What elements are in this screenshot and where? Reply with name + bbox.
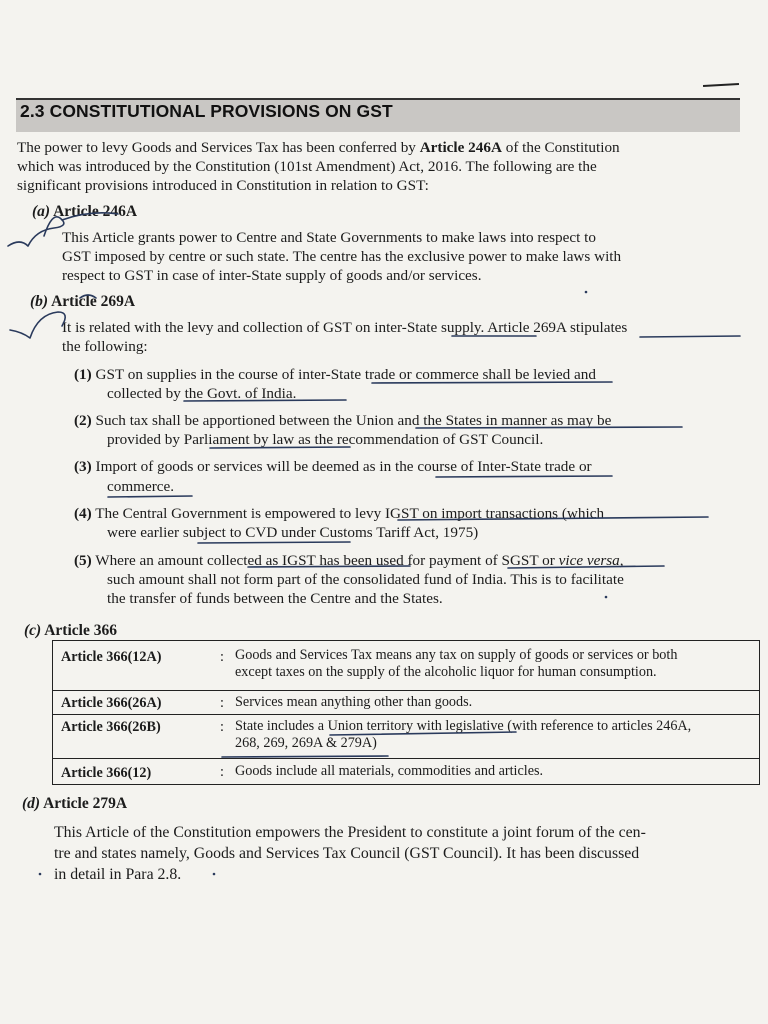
article-366-table (52, 640, 760, 785)
table-cell-article: Article 366(12A) (53, 641, 214, 691)
intro-line-2: which was introduced by the Constitution (101st Amendment) Act, 2016. The following are the (17, 158, 597, 175)
table-cell-colon: : (213, 715, 231, 759)
list-item-2-cont: provided by Parliament by law as the recommendation of GST Council. (107, 431, 544, 448)
article-d-line-1: This Article of the Constitution empowers the President to constitute a joint forum of the cen- (54, 824, 646, 841)
list-item-5 (74, 552, 624, 570)
article-b-line-2: the following: (62, 338, 148, 355)
list-item-number: (2) (74, 412, 92, 429)
intro-text: of the Constitution (501, 139, 620, 156)
list-item-text: Where an amount collected as IGST has been used for payment of SGST or (95, 552, 559, 569)
list-item-2 (74, 412, 611, 430)
underline (198, 542, 350, 543)
list-item-5-cont-2: the transfer of funds between the Centre and the States. (107, 590, 443, 607)
definition-line: 268, 269, 269A & 279A) (235, 735, 377, 751)
definition-line: Services mean anything other than goods. (235, 694, 473, 710)
underline (436, 476, 612, 477)
table-row (53, 759, 760, 785)
list-item-number: (3) (74, 458, 92, 475)
article-d-heading (22, 795, 127, 813)
intro-article-ref: Article 246A (419, 139, 502, 156)
table-cell-definition (231, 759, 760, 785)
table-cell-colon: : (213, 691, 231, 715)
pen-dot (585, 291, 588, 294)
article-c-label: (c) (24, 622, 42, 639)
underline (640, 336, 740, 337)
article-a-title: Article 246A (53, 203, 138, 220)
list-item-1-cont: collected by the Govt. of India. (107, 385, 297, 402)
table-cell-colon: : (213, 641, 231, 691)
table-cell-article: Article 366(12) (53, 759, 214, 785)
checkmark-icon (10, 312, 65, 338)
list-item-number: (1) (74, 366, 92, 383)
article-c-title: Article 366 (44, 622, 117, 639)
list-item-text: The Central Government is empowered to levy IGST on import transactions (which (95, 505, 605, 522)
list-item-4-cont: were earlier subject to CVD under Customs Tariff Act, 1975) (107, 524, 479, 541)
underline (108, 496, 192, 497)
table-row (53, 641, 760, 691)
table-cell-article: Article 366(26A) (53, 691, 214, 715)
definition-line: Goods include all materials, commodities and articles. (235, 763, 544, 779)
list-item-3 (74, 458, 592, 476)
article-b-line-1: It is related with the levy and collection of GST on inter-State supply. Article 269A stipulates (62, 319, 628, 336)
article-a-label: (a) (32, 203, 51, 220)
pen-dot (39, 873, 42, 876)
article-a-line-3: respect to GST in case of inter-State supply of goods and/or services. (62, 267, 482, 284)
definition-line: State includes a Union territory with legislative (with reference to articles 246A, (235, 718, 692, 734)
intro-text: The power to levy Goods and Services Tax has been conferred by (17, 139, 420, 156)
article-b-heading (30, 293, 135, 311)
article-a-line-2: GST imposed by centre or such state. The centre has the exclusive power to make laws with (62, 248, 622, 265)
article-d-line-3: in detail in Para 2.8. (54, 866, 182, 883)
intro-line-1 (17, 139, 620, 157)
list-item-number: (5) (74, 552, 92, 569)
table-cell-definition (231, 691, 760, 715)
list-item-1 (74, 366, 596, 384)
table-cell-definition (231, 715, 760, 759)
article-b-label: (b) (30, 293, 49, 310)
article-a-line-1: This Article grants power to Centre and State Governments to make laws into respect to (62, 229, 596, 246)
table-cell-article: Article 366(26B) (53, 715, 214, 759)
article-c-heading (24, 622, 117, 640)
checkmark-icon (8, 217, 64, 246)
section-title: 2.3 CONSTITUTIONAL PROVISIONS ON GST (20, 101, 393, 121)
definition-line: except taxes on the supply of the alcoholic liquor for human consumption. (235, 664, 657, 680)
article-d-label: (d) (22, 795, 41, 812)
definition-line: Goods and Services Tax means any tax on supply of goods or services or both (235, 647, 678, 663)
table-cell-definition (231, 641, 760, 691)
article-d-title: Article 279A (43, 795, 128, 812)
table-row (53, 691, 760, 715)
article-d-line-2: tre and states namely, Goods and Services Tax Council (GST Council). It has been discussed (54, 845, 640, 862)
list-item-text: GST on supplies in the course of inter-State trade or commerce shall be levied and (95, 366, 596, 383)
list-item-number: (4) (74, 505, 92, 522)
list-item-3-cont: commerce. (107, 478, 175, 495)
list-item-italic: vice versa, (558, 552, 624, 569)
intro-line-3: significant provisions introduced in Constitution in relation to GST: (17, 177, 429, 194)
list-item-4 (74, 505, 604, 523)
corner-mark (703, 83, 739, 87)
article-b-title: Article 269A (51, 293, 136, 310)
list-item-5-cont-1: such amount shall not form part of the consolidated fund of India. This is to facilitate (107, 571, 624, 588)
table-cell-colon: : (213, 759, 231, 785)
pen-dot (605, 596, 608, 599)
pen-dot (213, 873, 216, 876)
table-row (53, 715, 760, 759)
article-a-heading (32, 203, 137, 221)
list-item-text: Import of goods or services will be deemed as in the course of Inter-State trade or (95, 458, 592, 475)
list-item-text: Such tax shall be apportioned between the Union and the States in manner as may be (95, 412, 612, 429)
